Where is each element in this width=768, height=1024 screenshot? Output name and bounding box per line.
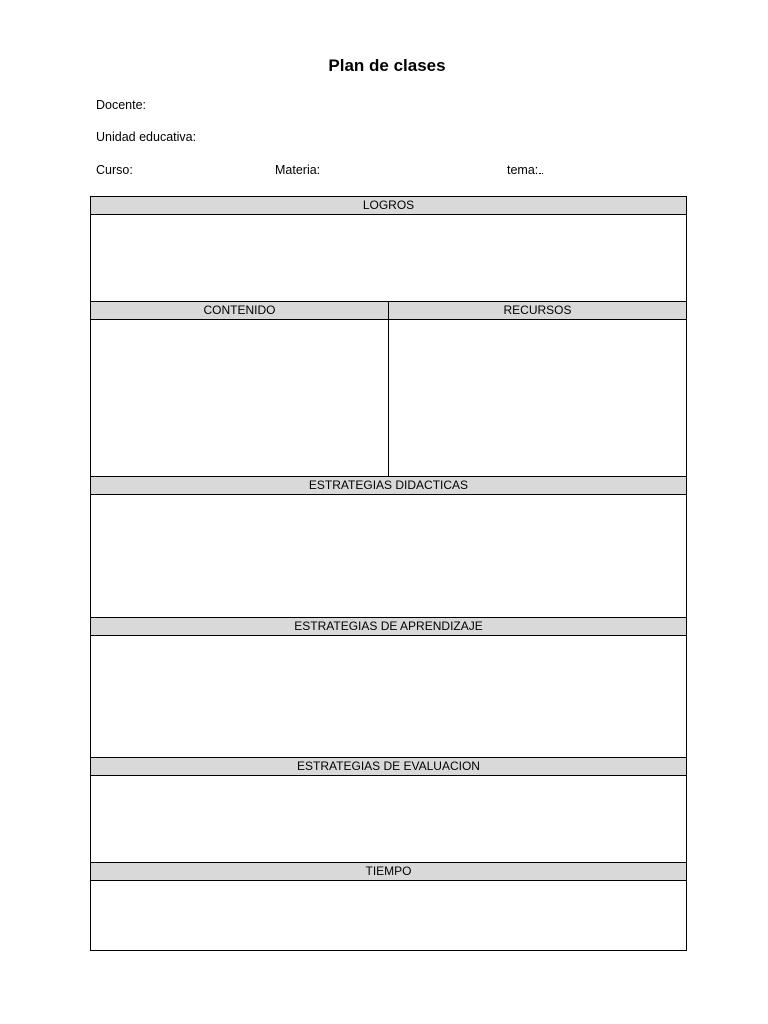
unidad-educativa-label: Unidad educativa: — [96, 130, 197, 144]
contenido-cell[interactable] — [91, 320, 389, 477]
logros-cell[interactable] — [91, 215, 687, 302]
materia-label: Materia: — [275, 163, 321, 177]
plan-table — [90, 196, 687, 951]
estrategias-aprendizaje-cell[interactable] — [91, 636, 687, 758]
recursos-cell[interactable] — [389, 320, 687, 477]
logros-header: LOGROS — [91, 197, 687, 215]
tema-label: tema: — [507, 163, 539, 177]
tema-field — [507, 163, 543, 177]
contenido-header: CONTENIDO — [91, 302, 389, 320]
tema-blank — [539, 169, 543, 174]
curso-label: Curso: — [96, 163, 133, 177]
tiempo-cell[interactable] — [91, 881, 687, 951]
docente-label: Docente: — [96, 98, 147, 112]
tiempo-header: TIEMPO — [91, 863, 687, 881]
estrategias-didacticas-header: ESTRATEGIAS DIDACTICAS — [91, 477, 687, 495]
estrategias-aprendizaje-header: ESTRATEGIAS DE APRENDIZAJE — [91, 618, 687, 636]
estrategias-evaluacion-header: ESTRATEGIAS DE EVALUACION — [91, 758, 687, 776]
estrategias-didacticas-cell[interactable] — [91, 495, 687, 618]
estrategias-evaluacion-cell[interactable] — [91, 776, 687, 863]
page-title: Plan de clases — [328, 56, 446, 75]
recursos-header: RECURSOS — [389, 302, 687, 320]
